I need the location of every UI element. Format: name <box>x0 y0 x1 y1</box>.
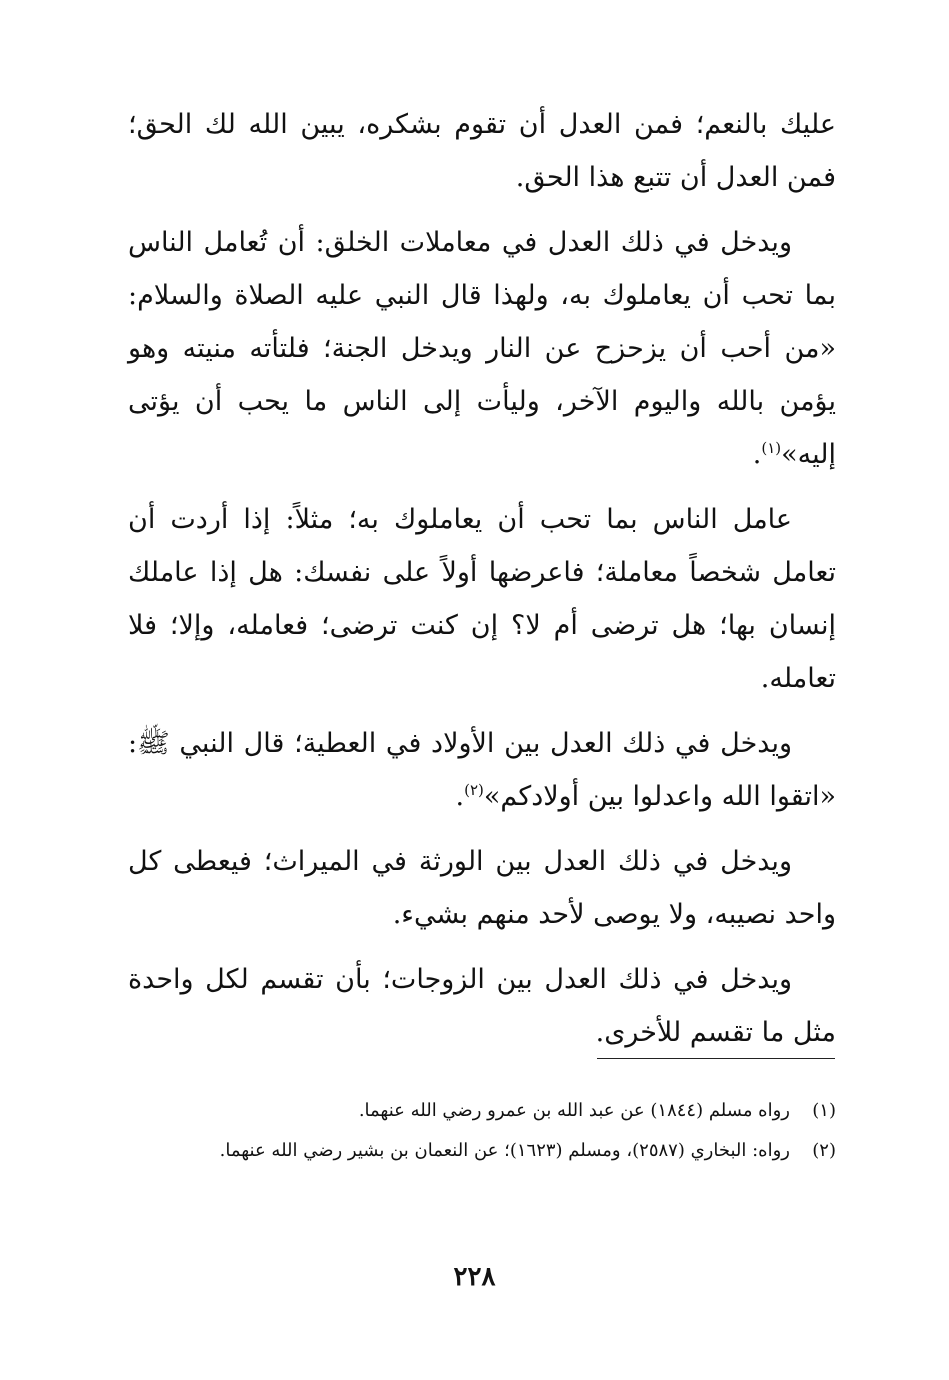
footnote-1-text: رواه مسلم (١٨٤٤) عن عبد الله بن عمرو رضي الله عنهما. <box>358 1100 790 1121</box>
footnote-2-number: (٢) <box>812 1140 836 1161</box>
footnote-divider <box>597 1058 835 1059</box>
footnote-ref-2[interactable]: (٢) <box>464 781 484 799</box>
paragraph-2-text: ويدخل في ذلك العدل في معاملات الخلق: أن تُعامل الناس بما تحب أن يعاملوك به، ولهذا قال النبي عليه الصلاة والسلام: «من أحب أن يزحزح عن النار ويدخل الجنة؛ فلتأته منيته وهو يؤمن بالله واليوم الآخر، وليأت إلى الناس ما يحب أن يؤتى إليه» <box>128 227 836 470</box>
paragraph-3 <box>128 493 836 705</box>
paragraph-6-text: ويدخل في ذلك العدل بين الزوجات؛ بأن تقسم لكل واحدة مثل ما تقسم للأخرى. <box>128 964 836 1048</box>
paragraph-1-text: عليك بالنعم؛ فمن العدل أن تقوم بشكره، يبين الله لك الحق؛ فمن العدل أن تتبع هذا الحق. <box>128 109 836 193</box>
footnote-2 <box>128 1132 836 1170</box>
paragraph-4 <box>128 717 836 823</box>
paragraph-4-text: ويدخل في ذلك العدل بين الأولاد في العطية؛ قال النبي ﷺ: «اتقوا الله واعدلوا بين أولادكم» <box>128 728 836 812</box>
main-text <box>128 98 836 1071</box>
paragraph-2-period: . <box>752 439 762 470</box>
paragraph-5 <box>128 835 836 941</box>
paragraph-6 <box>128 953 836 1059</box>
footnote-ref-1[interactable]: (١) <box>761 439 782 457</box>
footnote-1-number: (١) <box>812 1100 836 1121</box>
footnotes <box>128 1092 836 1172</box>
paragraph-5-text: ويدخل في ذلك العدل بين الورثة في الميراث؛ فيعطى كل واحد نصيبه، ولا يوصى لأحد منهم بشيء. <box>128 846 836 930</box>
paragraph-4-period: . <box>455 781 465 812</box>
paragraph-1 <box>128 98 836 204</box>
paragraph-2 <box>128 216 836 481</box>
paragraph-3-text: عامل الناس بما تحب أن يعاملوك به؛ مثلاً: إذا أردت أن تعامل شخصاً معاملة؛ فاعرضها أولاً على نفسك: هل إذا عاملك إنسان بها؛ هل ترضى أم لا؟ إن كنت ترضى؛ فعامله، وإلا؛ فلا تعامله. <box>128 504 836 694</box>
footnote-2-text: رواه: البخاري (٢٥٨٧)، ومسلم (١٦٢٣)؛ عن النعمان بن بشير رضي الله عنهما. <box>219 1140 790 1161</box>
footnote-1 <box>128 1092 836 1130</box>
page-number: ٢٢٨ <box>453 1262 496 1292</box>
